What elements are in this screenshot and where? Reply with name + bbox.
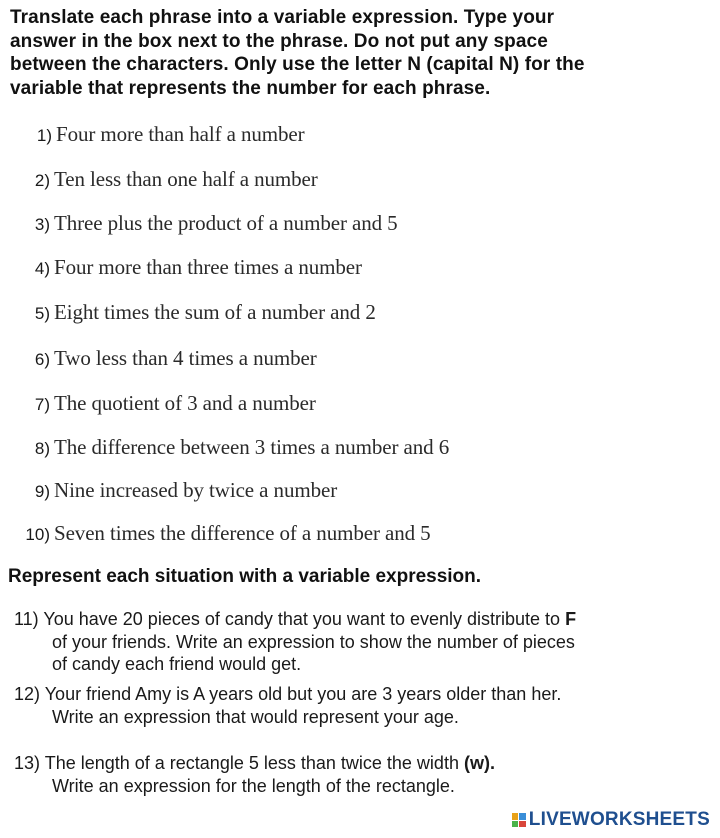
liveworksheets-grid-icon xyxy=(512,813,526,827)
phrase-text: Four more than three times a number xyxy=(54,255,362,279)
phrase-number: 2) xyxy=(34,171,50,190)
phrase-item xyxy=(0,300,720,330)
phrase-text: The quotient of 3 and a number xyxy=(54,391,316,415)
situation-text: Write an expression for the length of the rectangle. xyxy=(52,775,455,796)
phrase-item xyxy=(0,391,720,421)
situation-item xyxy=(14,752,704,797)
instructions-line-2: answer in the box next to the phrase. Do not put any space xyxy=(10,30,548,52)
situation-number: 11) xyxy=(14,609,39,629)
phrase-text: The difference between 3 times a number and 6 xyxy=(54,435,450,459)
logo-text: LIVEWORKSHEETS xyxy=(528,809,710,830)
phrase-number: 3) xyxy=(34,215,50,234)
phrase-number: 7) xyxy=(34,395,50,414)
situation-text: The length of a rectangle 5 less than twice the width xyxy=(44,753,464,773)
instructions-line-4: variable that represents the number for each phrase. xyxy=(10,77,491,99)
phrase-text: Eight times the sum of a number and 2 xyxy=(54,300,376,324)
phrase-number: 10) xyxy=(25,525,50,544)
phrase-item xyxy=(0,346,720,376)
phrase-item xyxy=(0,478,720,508)
phrase-number: 8) xyxy=(34,439,50,458)
situation-item xyxy=(14,608,704,676)
instructions-line-3: between the characters. Only use the letter N (capital N) for the xyxy=(10,54,585,75)
instructions-line-1: Translate each phrase into a variable expression. Type your xyxy=(10,7,555,28)
phrase-text: Ten less than one half a number xyxy=(54,167,318,191)
situation-text: of candy each friend would get. xyxy=(52,654,302,674)
phrase-item xyxy=(0,167,720,197)
phrase-item xyxy=(0,435,720,465)
phrase-number: 6) xyxy=(34,350,50,369)
situation-number: 12) xyxy=(14,684,41,704)
situation-variable: F xyxy=(565,609,577,629)
phrase-number: 4) xyxy=(34,259,50,278)
phrase-number: 9) xyxy=(34,482,50,501)
situation-text: of your friends. Write an expression to show the number of pieces xyxy=(52,631,575,652)
phrase-text: Nine increased by twice a number xyxy=(54,478,338,502)
phrase-item xyxy=(0,122,720,152)
situation-variable: (w). xyxy=(463,753,495,773)
situation-text: Write an expression that would represent your age. xyxy=(52,706,459,727)
phrase-number: 5) xyxy=(34,304,50,323)
phrase-item xyxy=(0,521,720,551)
situation-number: 13) xyxy=(14,753,41,773)
phrase-item xyxy=(0,255,720,285)
phrase-number: 1) xyxy=(36,126,52,145)
situation-item xyxy=(14,683,704,728)
phrase-item xyxy=(0,211,720,241)
situation-text: Your friend Amy is A years old but you are 3 years older than her. xyxy=(44,684,562,704)
phrase-text: Seven times the difference of a number and 5 xyxy=(54,521,431,545)
liveworksheets-logo xyxy=(512,808,710,832)
situation-heading: Represent each situation with a variable expression. xyxy=(8,566,482,587)
phrase-text: Three plus the product of a number and 5 xyxy=(54,211,398,235)
situation-text: You have 20 pieces of candy that you want to evenly distribute to xyxy=(43,609,566,629)
phrase-text: Four more than half a number xyxy=(56,122,305,146)
phrase-text: Two less than 4 times a number xyxy=(54,346,317,370)
